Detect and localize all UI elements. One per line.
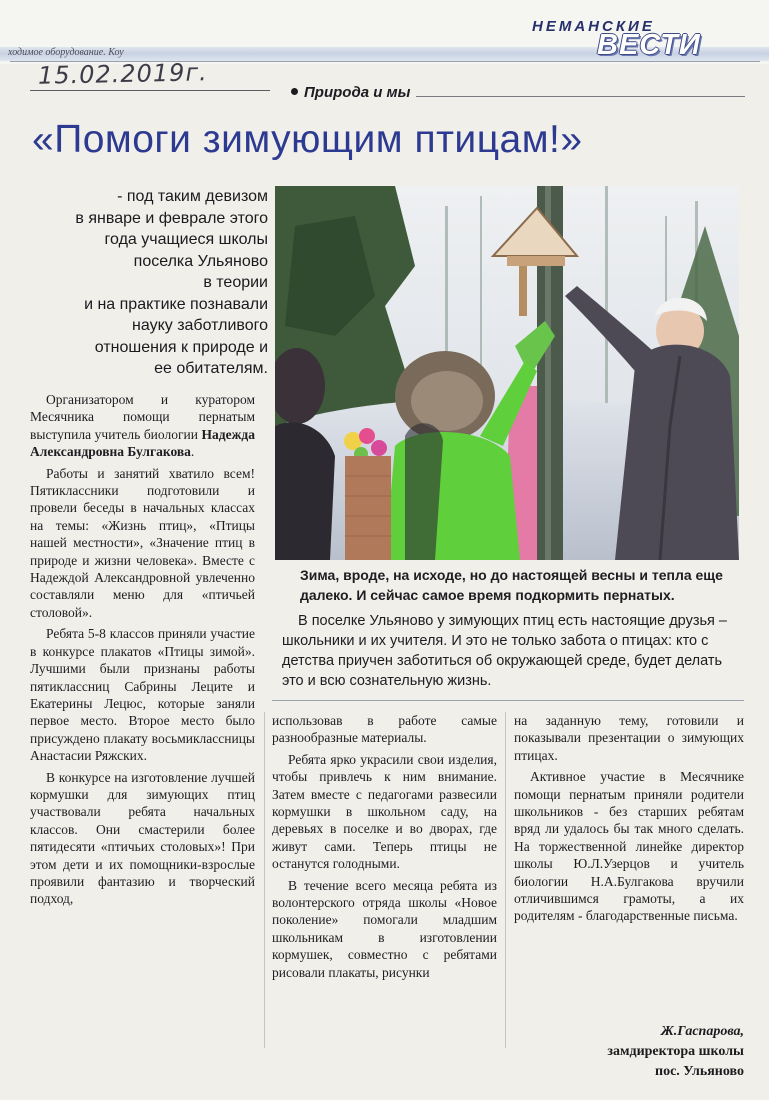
- lead-line: ее обитателям.: [154, 360, 268, 377]
- article-headline: «Помоги зимующим птицам!»: [32, 118, 583, 161]
- section-divider: [272, 700, 744, 701]
- paragraph: Ребята ярко украсили свои изделия, чтобы привлечь к ним внимание. Затем вместе с педагогами развесили кормушки в школьном саду, на деревьях в поселке и во дворах, где живут сами. Теперь птицы не останутся голодными.: [272, 751, 497, 872]
- column-rule: [505, 712, 506, 1048]
- previous-page-scrap-text: ходимое оборудование. Коу: [8, 47, 124, 58]
- author-name: Ж.Гаспарова,: [660, 1024, 744, 1039]
- rubric-label: Природа и мы: [304, 84, 411, 101]
- paragraph: Активное участие в Месячнике помощи пернатым приняли родители школьников - без старших ребятам вряд ли удалось бы так много сделать. На торжественной линейке директор школы Ю.Л.Узерцов и учитель биологии Н.А.Булгакова вручили отличившимся грамоты, а их родителям - благодарственные письма.: [514, 769, 744, 924]
- lead-line: - под таким девизом: [117, 188, 268, 205]
- article-column-3: [514, 712, 744, 925]
- author-place: пос. Ульяново: [655, 1064, 744, 1079]
- brand-name-bottom: ВЕСТИ: [597, 29, 701, 61]
- teacher-name: Надежда Александровна Булгакова: [30, 426, 255, 460]
- handwritten-date: 15.02.2019г.: [37, 58, 208, 90]
- rubric: [285, 84, 416, 102]
- paragraph: В течение всего месяца ребята из волонтерского отряда школы «Новое поколение» помогали младшим школьникам в изготовлении кормушек, совместно с ребятами рисовали плакаты, рисунки: [272, 877, 497, 980]
- lead-line: отношения к природе и: [94, 338, 268, 356]
- article-photo: [275, 186, 739, 560]
- lead-line: в теории: [203, 274, 268, 291]
- date-underline: [30, 90, 270, 91]
- author-position: замдиректора школы: [607, 1044, 744, 1059]
- bullet-icon: [291, 88, 298, 95]
- paragraph: Организатором и куратором Месячника помощи пернатым выступила учитель биологии Надежда Александровна Булгакова.: [30, 392, 255, 460]
- author-signature: [514, 1022, 744, 1082]
- paragraph: Ребята 5-8 классов приняли участие в конкурсе плакатов «Птицы зимой». Лучшими были признаны работы пятиклассниц Сабрины Леците и Екатерины Лецюс, которые заняли первое место. Второе место было присуждено плакату восьмиклассницы Анастасии Ряжских.: [30, 626, 255, 764]
- paragraph: использовав в работе самые разнообразные материалы.: [272, 713, 497, 746]
- article-lead: [18, 186, 268, 380]
- lead-line: года учащиеся школы: [104, 231, 268, 248]
- article-column-2: [272, 712, 497, 981]
- lead-line: в январе и феврале этого: [75, 209, 268, 227]
- intro-paragraph: В поселке Ульяново у зимующих птиц есть настоящие друзья – школьники и их учителя. И это не только забота о птицах: кто с детства приучен заботиться об окружающей среде, будет делать это и всю сознательную жизнь.: [282, 613, 727, 689]
- photo-children-bird-feeder-icon: [275, 186, 739, 560]
- column-rule: [264, 712, 265, 1048]
- paragraph: В конкурсе на изготовление лучшей кормушки для зимующих птиц участвовали ребята начальных классов. Они смастерили более пятидесяти «птичьих столовых»! При этом дети и их помощники-взрослые проявили фантазию и творческий подход,: [30, 769, 255, 907]
- article-column-1: [30, 391, 255, 908]
- paragraph: на заданную тему, готовили и показывали презентации о зимующих птицах.: [514, 713, 744, 763]
- lead-line: поселка Ульяново: [133, 252, 268, 270]
- lead-line: и на практике познавали: [84, 295, 268, 313]
- photo-caption: Зима, вроде, на исходе, но до настоящей весны и тепла еще далеко. И сейчас самое время подкормить пернатых.: [300, 567, 723, 603]
- paragraph: Работы и занятий хватило всем! Пятиклассники подготовили и провели беседы в начальных классах на темы: «Жизнь птиц», «Птицы нашей местности», «Значение птиц в природе и жизни человека». Вместе с Надеждой Александровной увлеченно составляли меню для «птичьей столовой».: [30, 465, 255, 620]
- lead-line: науку заботливого: [132, 317, 268, 334]
- brand-name-top: НЕМАНСКИЕ: [532, 18, 655, 35]
